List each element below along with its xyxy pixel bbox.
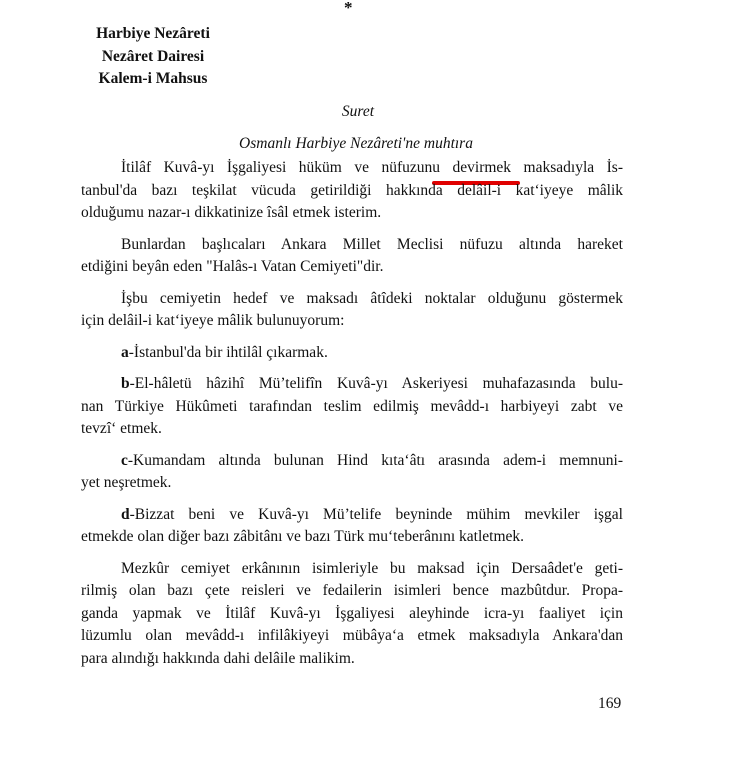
list-label: d <box>121 505 130 523</box>
list-item-a <box>81 342 623 365</box>
list-label: b <box>121 375 130 392</box>
memo-addressee: Osmanlı Harbiye Nezâreti'ne muhtıra <box>239 135 473 152</box>
paragraph-aims <box>81 288 623 333</box>
letterhead-line-bureau: Kalem-i Mahsus <box>98 70 208 87</box>
text-line: yet neşretmek. <box>81 474 172 491</box>
letterhead-line-ministry: Harbiye Nezâreti <box>96 25 210 42</box>
memo-body <box>81 157 623 679</box>
list-item-d <box>81 504 623 549</box>
text-line <box>81 373 623 396</box>
text-line: tanbul'da bazı teşkilat vücuda getirildiği hakkında delâil-i kat‘iyeye mâlik <box>81 181 623 199</box>
text-line <box>81 504 623 527</box>
text-line: nan Türkiye Hükûmeti tarafından teslim edilmiş mevâdd-ı harbiyeyi zabt ve <box>81 397 623 415</box>
list-text: -El-hâletü hâzihî Mü’telifîn Kuvâ-yı Askeriyesi muhafazasında bulu- <box>129 375 623 392</box>
list-item-b <box>81 373 623 441</box>
text-line <box>81 450 623 473</box>
text-line: para alındığı hakkında dahi delâile malikim. <box>81 649 355 667</box>
list-text: -İstanbul'da bir ihtilâl çıkarmak. <box>128 343 328 361</box>
text-line: İşbu cemiyetin hedef ve maksadı âtîdeki noktalar olduğunu göstermek <box>121 289 623 307</box>
text-line: Mezkûr cemiyet erkânının isimleriyle bu maksad için Dersaâdet'e geti- <box>121 559 623 577</box>
list-label: c <box>121 451 128 469</box>
list-item-c <box>81 450 623 495</box>
text-line: etmekde olan diğer bazı zâbitânı ve bazı Türk mu‘teberânını katletmek. <box>81 528 525 545</box>
text-line: lüzumlu olan mevâdd-ı infilâkiyeyi mübâya‘a etmek maksadıyla Ankara'dan <box>81 627 623 644</box>
list-text: -Bizzat beni ve Kuvâ-yı Mü’telife beyninde mühim mevkiler işgal <box>129 505 623 523</box>
letterhead-line-office: Nezâret Dairesi <box>101 47 205 65</box>
text-line: rilmiş olan bazı çete reisleri ve fedailerin isimleri bence mazbûtdur. Propa- <box>81 582 623 599</box>
text-line <box>81 342 623 365</box>
copy-heading: Suret <box>341 103 375 120</box>
text-line: ganda yapmak ve İtilâf Kuvâ-yı İşgaliyesi aleyhinde icra-yı faaliyet için <box>81 604 623 622</box>
text-line: Bunlardan başlıcaları Ankara Millet Meclisi nüfuzu altında hareket <box>121 235 623 253</box>
page-number: 169 <box>598 695 622 712</box>
text-line: İtilâf Kuvâ-yı İşgaliyesi hüküm ve nüfuzunu devirmek maksadıyla İs- <box>121 159 623 176</box>
text-line: etdiğini beyân eden "Halâs-ı Vatan Cemiyeti"dir. <box>81 258 384 275</box>
text-line: için delâil-i kat‘iyeye mâlik bulunuyorum: <box>81 312 345 329</box>
list-text: -Kumandam altında bulunan Hind kıta‘âtı arasında adem-i memnuni- <box>127 451 623 469</box>
list-label: a <box>121 343 129 361</box>
text-line: tevzî‘ etmek. <box>81 420 162 437</box>
paragraph-members <box>81 558 623 671</box>
text-line: olduğumu nazar-ı dikkatinize îsâl etmek isterim. <box>81 204 382 221</box>
paragraph-society <box>81 234 623 279</box>
letterhead <box>82 23 224 91</box>
asterisk-mark: * <box>344 0 353 17</box>
paragraph-intro <box>81 157 623 225</box>
